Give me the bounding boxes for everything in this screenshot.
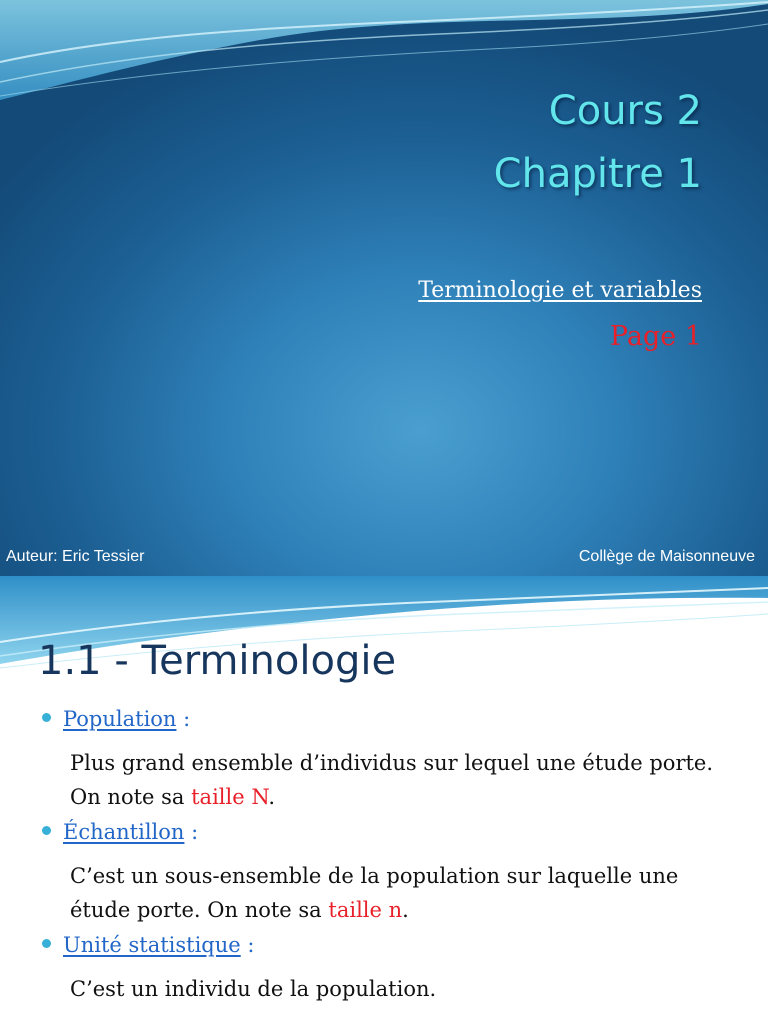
term-label: Échantillon <box>63 820 185 844</box>
bullet-icon <box>42 826 51 835</box>
definition-text: Plus grand ensemble d’individus sur lequel une étude porte. On note sa <box>70 751 714 809</box>
bullet-item-population <box>42 707 190 731</box>
term-label: Unité statistique <box>63 933 241 957</box>
slide-title-line1: Cours 2 <box>548 88 702 134</box>
definition-text: C’est un sous-ensemble de la population sur laquelle une étude porte. On note sa <box>70 864 679 922</box>
definition-end: . <box>268 785 276 809</box>
slide-title: 1.1 - Terminologie <box>38 638 397 684</box>
bullet-item-unite-statistique <box>42 933 254 957</box>
page-label: Page 1 <box>609 321 702 352</box>
bullet-item-echantillon <box>42 820 198 844</box>
bullet-icon <box>42 713 51 722</box>
term-colon: : <box>240 933 255 957</box>
term-colon: : <box>176 707 191 731</box>
college-footer: Collège de Maisonneuve <box>578 548 755 565</box>
definition-end: . <box>402 898 409 922</box>
slide-subtitle: Terminologie et variables <box>418 278 702 303</box>
term-definition <box>70 746 730 814</box>
terminology-slide <box>0 576 768 1024</box>
highlight-text: taille n <box>328 898 403 922</box>
term-definition <box>70 859 730 927</box>
slide-title-line2: Chapitre 1 <box>493 151 702 197</box>
definition-text: C’est un individu de la population. <box>70 977 437 1001</box>
author-footer: Auteur: Eric Tessier <box>6 548 145 565</box>
term-definition <box>70 972 730 1006</box>
term-colon: : <box>184 820 199 844</box>
highlight-text: taille N <box>191 785 269 809</box>
term-label: Population <box>63 707 177 731</box>
bullet-icon <box>42 939 51 948</box>
